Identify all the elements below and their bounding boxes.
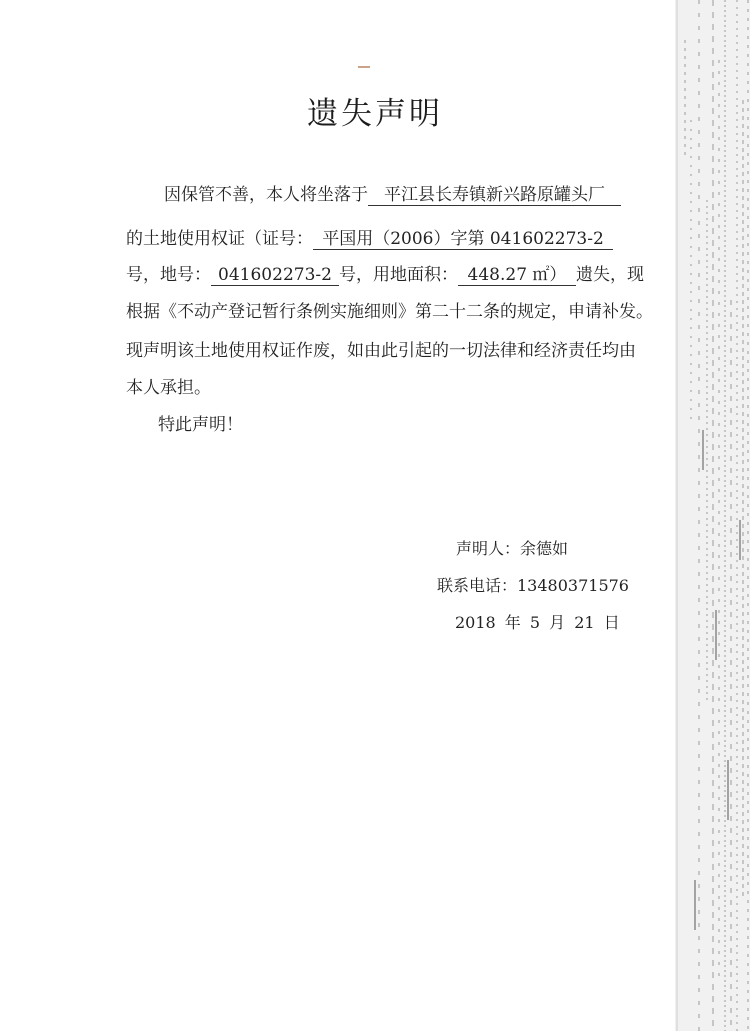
paragraph-line-4: 根据《不动产登记暂行条例实施细则》第二十二条的规定，申请补发。 bbox=[126, 302, 653, 322]
page-title: 遗失声明 bbox=[307, 96, 443, 132]
line2-text: 的土地使用权证（证号： bbox=[126, 229, 313, 249]
declaration-date: 2018 年 5 月 21 日 bbox=[455, 613, 620, 632]
paragraph-line-2 bbox=[126, 228, 613, 250]
contact-phone: 联系电话：13480371576 bbox=[437, 576, 629, 595]
line3-text-c: 遗失，现 bbox=[576, 265, 644, 285]
paragraph-line-6: 本人承担。 bbox=[126, 378, 211, 398]
lot-number-field: 041602273-2 bbox=[211, 265, 339, 286]
paragraph-line-3 bbox=[126, 264, 644, 286]
line3-text-a: 号，地号： bbox=[126, 265, 211, 285]
scan-edge-artifact bbox=[655, 0, 750, 1031]
line3-text-b: 号，用地面积： bbox=[339, 265, 458, 285]
line1-text: 因保管不善，本人将坐落于 bbox=[164, 185, 368, 205]
closing-statement: 特此声明！ bbox=[158, 415, 243, 435]
paragraph-line-1 bbox=[164, 184, 621, 206]
scan-mark bbox=[358, 66, 370, 68]
area-field: 448.27 ㎡） bbox=[458, 265, 576, 286]
location-field: 平江县长寿镇新兴路原罐头厂 bbox=[368, 185, 621, 206]
declarant-name: 声明人：余德如 bbox=[456, 539, 569, 558]
paragraph-line-5: 现声明该土地使用权证作废，如由此引起的一切法律和经济责任均由 bbox=[126, 341, 636, 361]
cert-number-field: 平国用（2006）字第 041602273-2 bbox=[313, 229, 613, 250]
